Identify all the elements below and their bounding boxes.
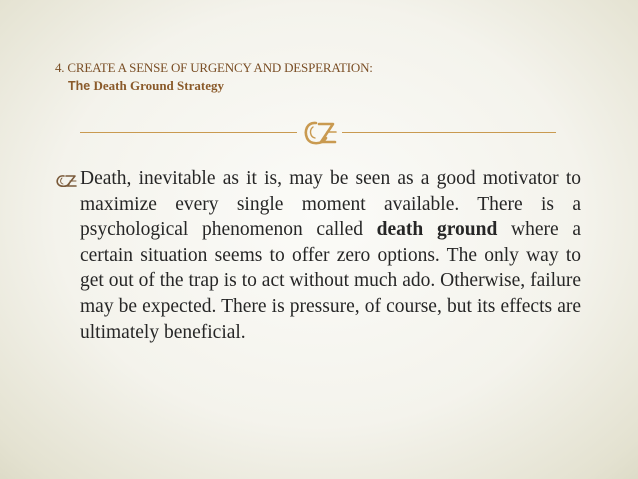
body-paragraph bbox=[80, 166, 581, 345]
ornament-flourish-icon bbox=[302, 118, 338, 148]
subtitle-lead: The bbox=[68, 79, 91, 93]
subtitle-rest: Death Ground Strategy bbox=[93, 78, 224, 93]
slide-subtitle bbox=[68, 78, 224, 94]
body-text-end: where a certain situation seems to offer zero options. The only way to get out of the trap is to act without much ado. Otherwise, failure may be expected. There is pressure, of course, but its effects are ultimately beneficial. bbox=[80, 219, 581, 343]
divider-rule-right bbox=[342, 132, 556, 133]
body-text-start: Death, inevitable as it is, may be seen as a good motivator to maximize every single moment available. There is a psychological phenomenon called bbox=[80, 168, 581, 241]
bullet-flourish-icon bbox=[56, 174, 78, 188]
body-text-bold: death ground bbox=[376, 219, 498, 241]
divider-rule-left bbox=[80, 132, 297, 133]
slide-title: 4. CREATE A SENSE OF URGENCY AND DESPERATION: bbox=[55, 60, 373, 75]
title-divider bbox=[80, 118, 556, 148]
